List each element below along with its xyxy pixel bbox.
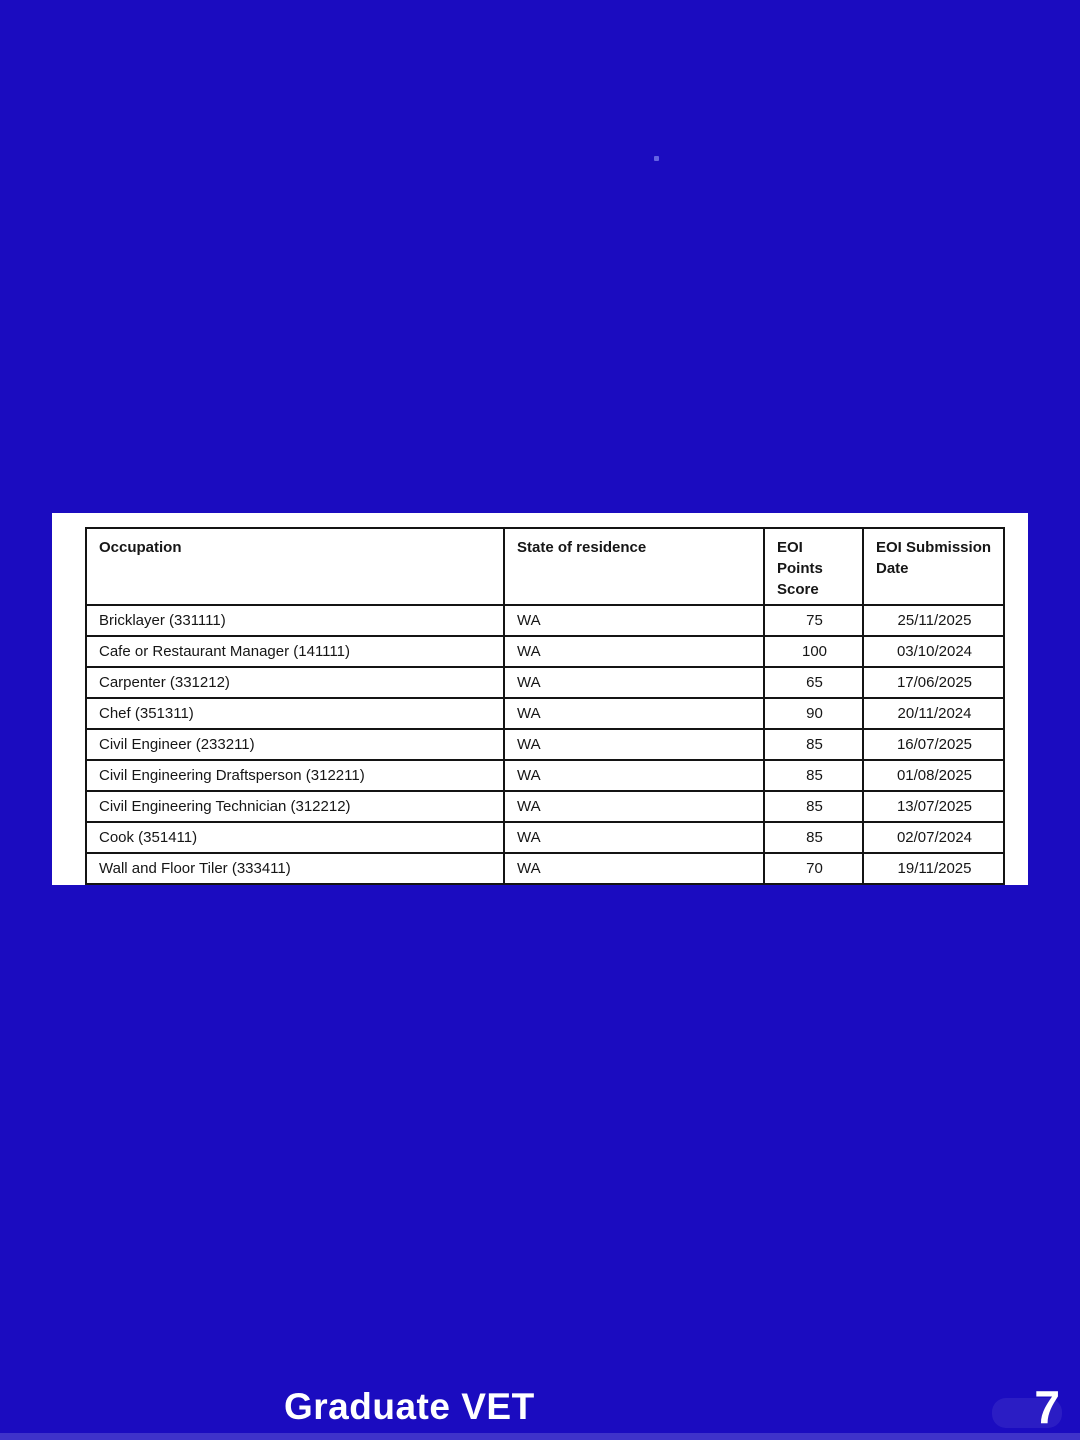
table-row	[86, 667, 1004, 698]
cell-occupation: Carpenter (331212)	[86, 667, 504, 698]
cell-state: WA	[504, 729, 764, 760]
cell-date: 20/11/2024	[863, 698, 1004, 729]
cell-state: WA	[504, 636, 764, 667]
cell-occupation: Civil Engineer (233211)	[86, 729, 504, 760]
eoi-invitation-table	[85, 527, 1005, 885]
cell-score: 100	[764, 636, 863, 667]
cell-score: 65	[764, 667, 863, 698]
table-row	[86, 698, 1004, 729]
cell-occupation: Bricklayer (331111)	[86, 605, 504, 636]
cell-date: 17/06/2025	[863, 667, 1004, 698]
header-date: EOI Submission Date	[863, 528, 1004, 605]
cell-date: 01/08/2025	[863, 760, 1004, 791]
cell-state: WA	[504, 822, 764, 853]
cell-date: 16/07/2025	[863, 729, 1004, 760]
cell-state: WA	[504, 760, 764, 791]
header-state: State of residence	[504, 528, 764, 605]
cell-date: 19/11/2025	[863, 853, 1004, 884]
table-row	[86, 760, 1004, 791]
table-row	[86, 605, 1004, 636]
cell-occupation: Wall and Floor Tiler (333411)	[86, 853, 504, 884]
cell-state: WA	[504, 791, 764, 822]
cell-score: 85	[764, 791, 863, 822]
table-row	[86, 636, 1004, 667]
footer-title: Graduate VET	[284, 1386, 535, 1427]
bottom-edge-strip	[0, 1433, 1080, 1440]
table-card	[52, 513, 1028, 885]
cell-state: WA	[504, 698, 764, 729]
cell-occupation: Chef (351311)	[86, 698, 504, 729]
table-row	[86, 853, 1004, 884]
cell-score: 85	[764, 760, 863, 791]
table-row	[86, 729, 1004, 760]
cell-date: 02/07/2024	[863, 822, 1004, 853]
cell-state: WA	[504, 853, 764, 884]
cell-score: 85	[764, 822, 863, 853]
cell-date: 03/10/2024	[863, 636, 1004, 667]
cell-score: 75	[764, 605, 863, 636]
table-row	[86, 791, 1004, 822]
cell-date: 13/07/2025	[863, 791, 1004, 822]
cell-score: 90	[764, 698, 863, 729]
cell-score: 85	[764, 729, 863, 760]
header-occupation: Occupation	[86, 528, 504, 605]
cell-occupation: Cafe or Restaurant Manager (141111)	[86, 636, 504, 667]
cell-occupation: Civil Engineering Draftsperson (312211)	[86, 760, 504, 791]
cell-occupation: Civil Engineering Technician (312212)	[86, 791, 504, 822]
cell-state: WA	[504, 667, 764, 698]
cell-score: 70	[764, 853, 863, 884]
cell-state: WA	[504, 605, 764, 636]
artifact-dot	[654, 156, 659, 161]
page-number: 7	[1034, 1381, 1060, 1433]
cell-date: 25/11/2025	[863, 605, 1004, 636]
cell-occupation: Cook (351411)	[86, 822, 504, 853]
table-header-row	[86, 528, 1004, 605]
table-row	[86, 822, 1004, 853]
header-score: EOI Points Score	[764, 528, 863, 605]
